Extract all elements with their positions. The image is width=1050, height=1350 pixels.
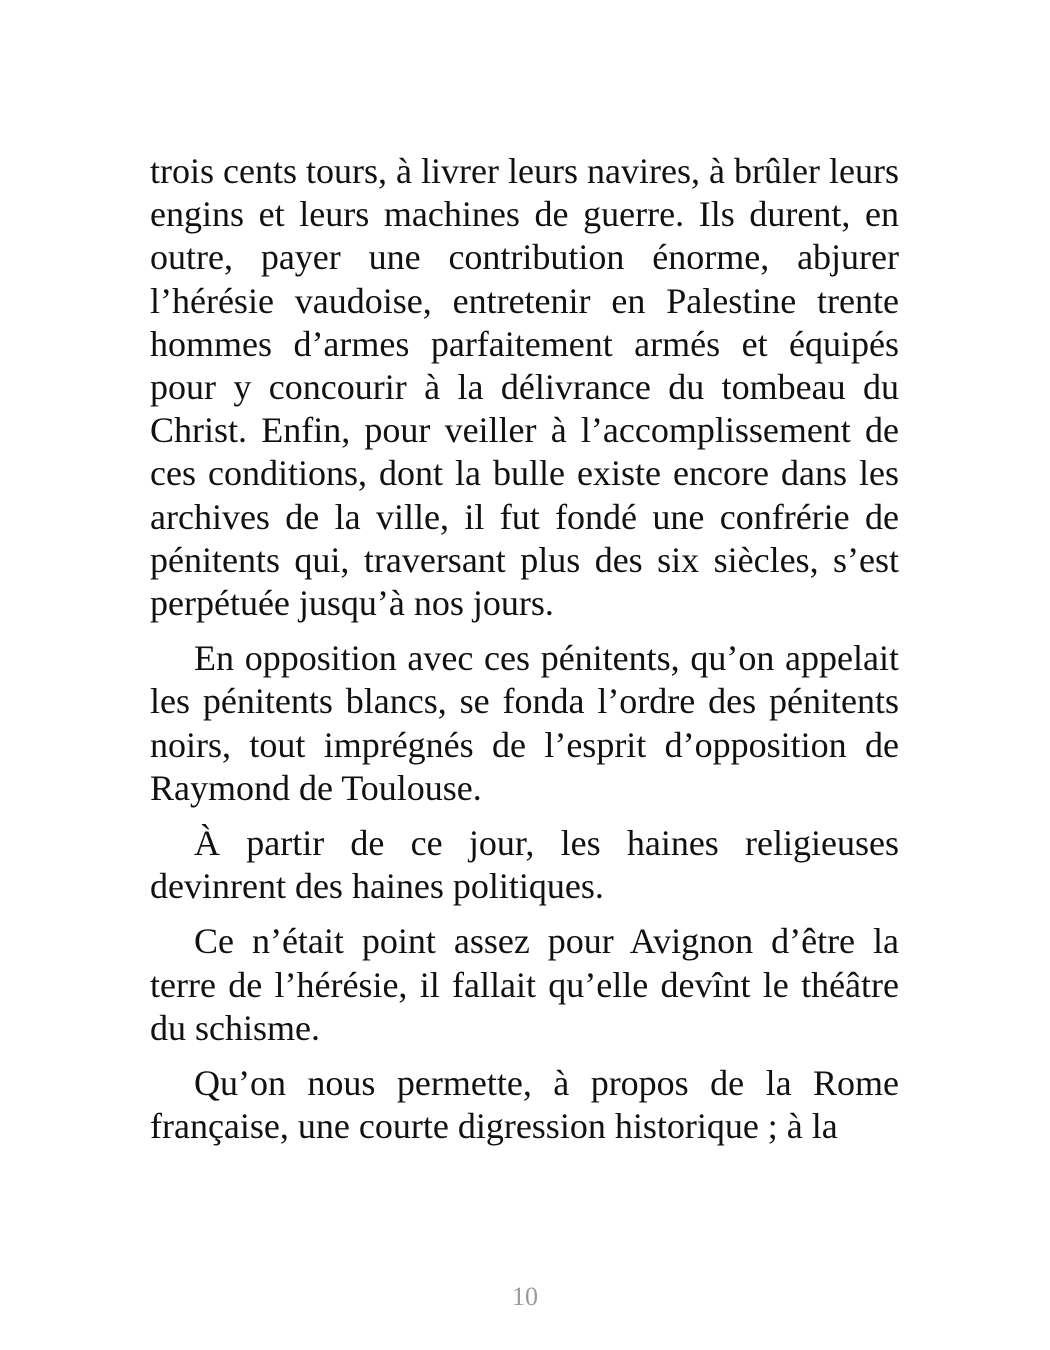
paragraph-continuation: trois cents tours, à livrer leurs navires, à brûler leurs engins et leurs machines de guerre. Ils durent, en outre, payer une contribution énorme, abjurer l’hérésie vaudoise, entretenir en Palestine trente hommes d’armes parfaitement armés et équipés pour y concourir à la délivrance du tombeau du Christ. Enfin, pour veiller à l’accomplissement de ces conditions, dont la bulle existe encore dans les archives de la ville, il fut fondé une confrérie de pénitents qui, traversant plus des six siècles, s’est perpétuée jusqu’à nos jours. bbox=[150, 151, 899, 624]
paragraph-schisme: Ce n’était point assez pour Avignon d’être la terre de l’hérésie, il fallait qu’elle devînt le théâtre du schisme. bbox=[150, 921, 899, 1048]
body-text bbox=[150, 150, 899, 1160]
paragraph-penitents-noirs: En opposition avec ces pénitents, qu’on appelait les pénitents blancs, se fonda l’ordre des pénitents noirs, tout imprégnés de l’esprit d’opposition de Raymond de Toulouse. bbox=[150, 638, 899, 808]
paragraph-digression: Qu’on nous permette, à propos de la Rome française, une courte digression historique ; à la bbox=[150, 1063, 899, 1147]
page-number: 10 bbox=[512, 1282, 538, 1311]
paragraph-haines-politiques: À partir de ce jour, les haines religieuses devinrent des haines politiques. bbox=[150, 823, 899, 907]
